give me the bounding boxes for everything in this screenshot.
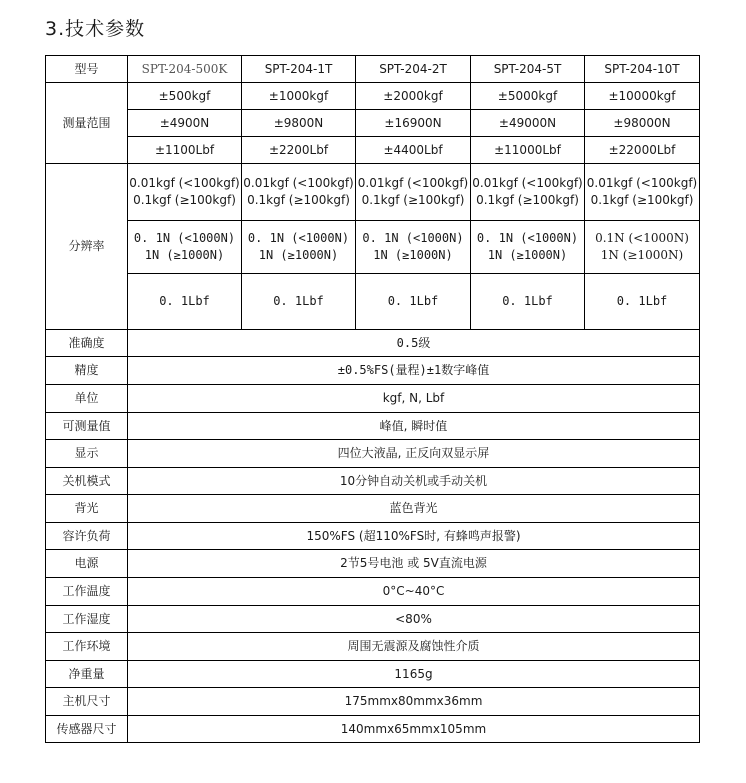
- spec-value: 10分钟自动关机或手动关机: [128, 468, 700, 495]
- resolution-row-kgf: [46, 164, 700, 221]
- spec-label: 主机尺寸: [46, 688, 128, 716]
- range-cell: ±22000Lbf: [585, 137, 700, 164]
- range-cell: ±5000kgf: [471, 83, 585, 110]
- spec-label: 单位: [46, 385, 128, 413]
- range-row-lbf: [46, 137, 700, 164]
- spec-value: 四位大液晶, 正反向双显示屏: [128, 440, 700, 468]
- spec-row: [46, 661, 700, 688]
- model-header-row: [46, 56, 700, 83]
- range-cell: ±1000kgf: [242, 83, 356, 110]
- spec-value: 140mmx65mmx105mm: [128, 716, 700, 743]
- resolution-cell: 0. 1N (<1000N) 1N (≥1000N): [356, 221, 471, 274]
- spec-row: [46, 716, 700, 743]
- range-cell: ±4900N: [128, 110, 242, 137]
- model-cell: SPT-204-10T: [585, 56, 700, 83]
- spec-label: 净重量: [46, 661, 128, 688]
- resolution-cell: 0. 1N (<1000N) 1N (≥1000N): [471, 221, 585, 274]
- spec-table: [45, 55, 700, 743]
- range-cell: ±1100Lbf: [128, 137, 242, 164]
- spec-label: 可测量值: [46, 413, 128, 440]
- resolution-cell: 0. 1Lbf: [128, 274, 242, 330]
- spec-row: [46, 495, 700, 523]
- resolution-cell: 0.01kgf (<100kgf) 0.1kgf (≥100kgf): [585, 164, 700, 221]
- spec-row: [46, 606, 700, 633]
- spec-value: 1165g: [128, 661, 700, 688]
- model-cell: SPT-204-1T: [242, 56, 356, 83]
- spec-row: [46, 357, 700, 385]
- range-cell: ±2000kgf: [356, 83, 471, 110]
- model-cell: SPT-204-500K: [128, 56, 242, 83]
- resolution-cell: 0. 1N (<1000N) 1N (≥1000N): [242, 221, 356, 274]
- spec-value: ±0.5%FS(量程)±1数字峰值: [128, 357, 700, 385]
- resolution-cell: 0.01kgf (<100kgf) 0.1kgf (≥100kgf): [471, 164, 585, 221]
- spec-value: 峰值, 瞬时值: [128, 413, 700, 440]
- spec-value: kgf, N, Lbf: [128, 385, 700, 413]
- spec-row: [46, 385, 700, 413]
- spec-row: [46, 468, 700, 495]
- resolution-cell: 0. 1Lbf: [585, 274, 700, 330]
- range-cell: ±4400Lbf: [356, 137, 471, 164]
- spec-label: 容许负荷: [46, 523, 128, 550]
- range-label: 测量范围: [46, 83, 128, 164]
- spec-row: [46, 578, 700, 606]
- spec-row: [46, 633, 700, 661]
- range-cell: ±500kgf: [128, 83, 242, 110]
- model-cell: SPT-204-2T: [356, 56, 471, 83]
- range-row-n: [46, 110, 700, 137]
- resolution-cell: 0. 1Lbf: [471, 274, 585, 330]
- resolution-cell: 0. 1Lbf: [356, 274, 471, 330]
- resolution-cell: 0.1N (<1000N) 1N (≥1000N): [585, 221, 700, 274]
- spec-row: [46, 523, 700, 550]
- spec-label: 关机模式: [46, 468, 128, 495]
- spec-row: [46, 413, 700, 440]
- spec-value: 175mmx80mmx36mm: [128, 688, 700, 716]
- spec-value: <80%: [128, 606, 700, 633]
- spec-label: 工作湿度: [46, 606, 128, 633]
- spec-label: 准确度: [46, 330, 128, 357]
- spec-row: [46, 550, 700, 578]
- range-cell: ±9800N: [242, 110, 356, 137]
- resolution-cell: 0. 1Lbf: [242, 274, 356, 330]
- spec-value: 蓝色背光: [128, 495, 700, 523]
- spec-value: 150%FS (超110%FS时, 有蜂鸣声报警): [128, 523, 700, 550]
- resolution-row-lbf: [46, 274, 700, 330]
- spec-row: [46, 330, 700, 357]
- resolution-cell: 0.01kgf (<100kgf) 0.1kgf (≥100kgf): [356, 164, 471, 221]
- spec-label: 工作环境: [46, 633, 128, 661]
- section-title: 3.技术参数: [45, 18, 146, 40]
- range-cell: ±11000Lbf: [471, 137, 585, 164]
- range-cell: ±16900N: [356, 110, 471, 137]
- resolution-cell: 0.01kgf (<100kgf) 0.1kgf (≥100kgf): [128, 164, 242, 221]
- spec-label: 电源: [46, 550, 128, 578]
- spec-label: 显示: [46, 440, 128, 468]
- spec-value: 周围无震源及腐蚀性介质: [128, 633, 700, 661]
- spec-value: 0°C~40°C: [128, 578, 700, 606]
- spec-value: 0.5级: [128, 330, 700, 357]
- resolution-row-n: [46, 221, 700, 274]
- spec-row: [46, 688, 700, 716]
- model-cell: SPT-204-5T: [471, 56, 585, 83]
- range-cell: ±98000N: [585, 110, 700, 137]
- range-cell: ±2200Lbf: [242, 137, 356, 164]
- spec-label: 工作温度: [46, 578, 128, 606]
- spec-label: 传感器尺寸: [46, 716, 128, 743]
- model-label: 型号: [46, 56, 128, 83]
- resolution-label: 分辨率: [46, 164, 128, 330]
- spec-label: 精度: [46, 357, 128, 385]
- range-row-kgf: [46, 83, 700, 110]
- spec-row: [46, 440, 700, 468]
- range-cell: ±49000N: [471, 110, 585, 137]
- spec-label: 背光: [46, 495, 128, 523]
- range-cell: ±10000kgf: [585, 83, 700, 110]
- resolution-cell: 0.01kgf (<100kgf) 0.1kgf (≥100kgf): [242, 164, 356, 221]
- resolution-cell: 0. 1N (<1000N) 1N (≥1000N): [128, 221, 242, 274]
- spec-value: 2节5号电池 或 5V直流电源: [128, 550, 700, 578]
